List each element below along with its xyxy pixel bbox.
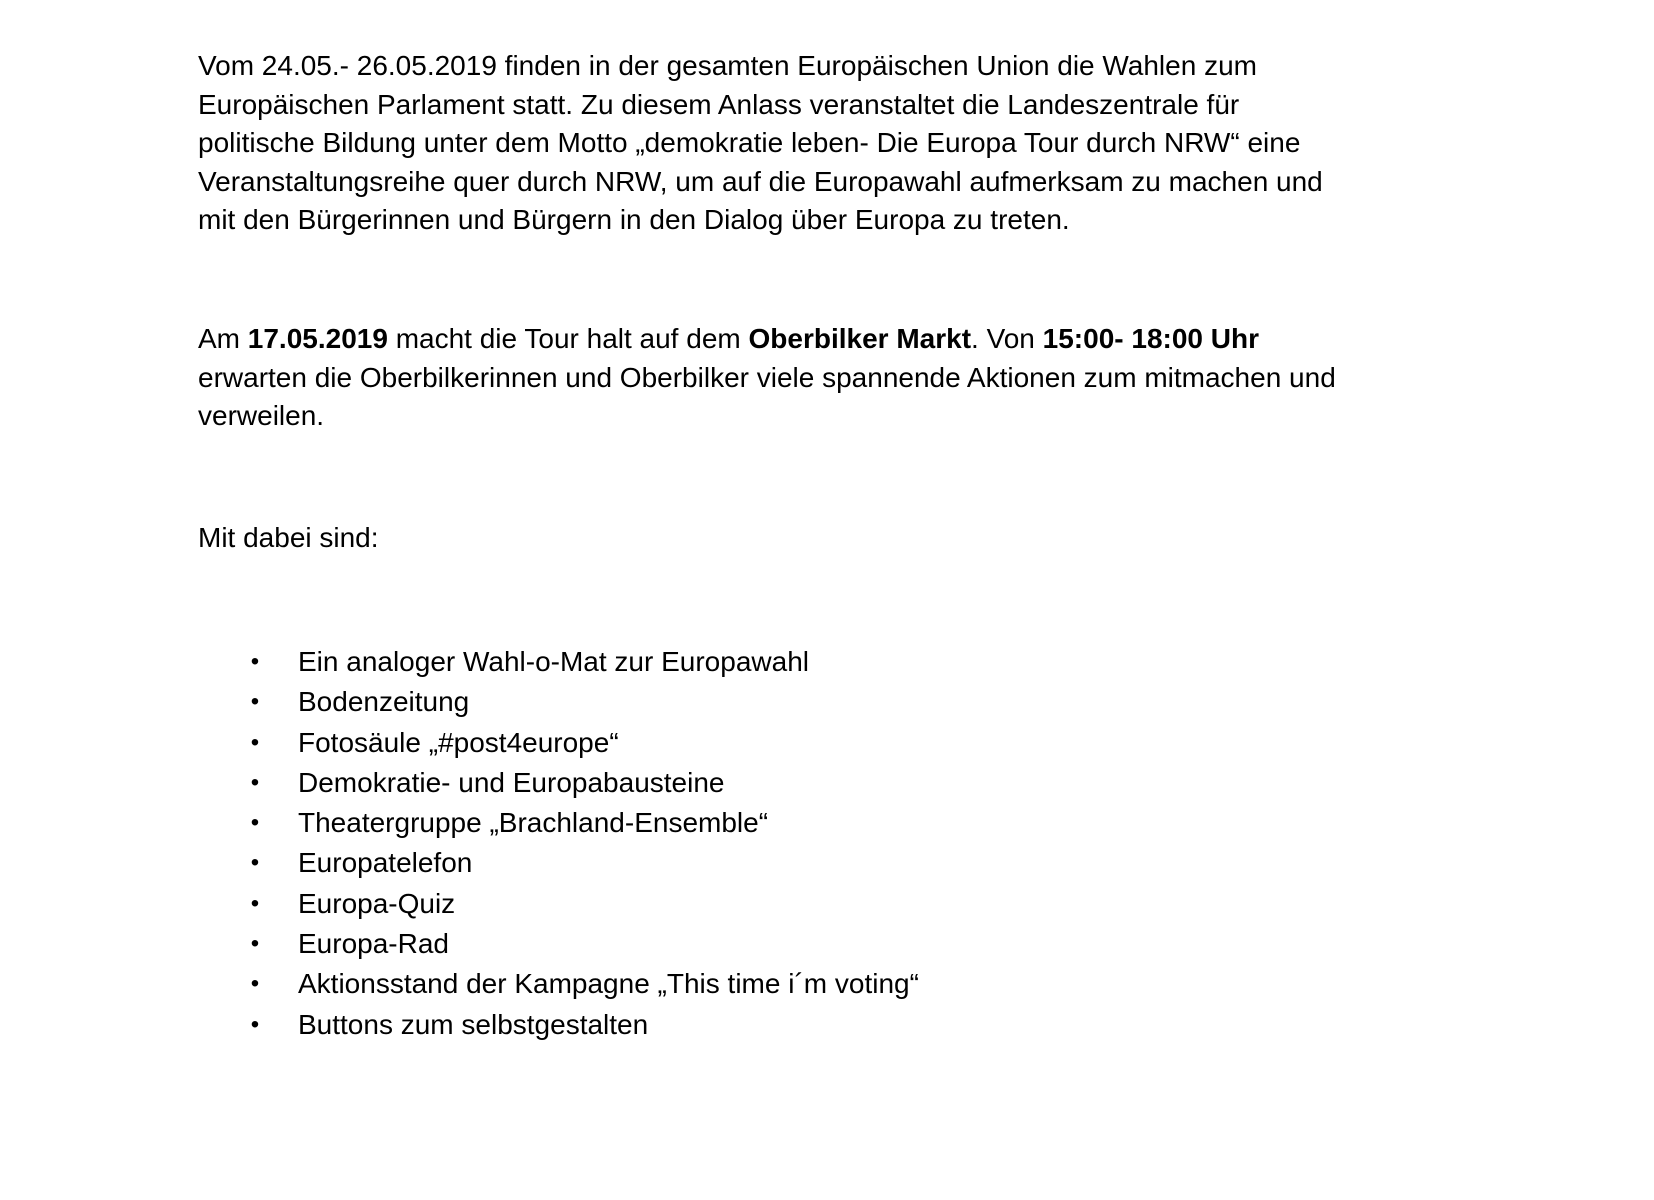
intro-paragraph: Vom 24.05.- 26.05.2019 finden in der gesamten Europäischen Union die Wahlen zum Europäischen Parlament statt. Zu diesem Anlass veranstaltet die Landeszentrale für politische Bildung unter dem Motto „demokratie leben- Die Europa Tour durch NRW“ eine Veranstaltungsreihe quer durch NRW, um auf die Europawahl aufmerksam zu machen und mit den Bürgerinnen und Bürgern in den Dialog über Europa zu treten.	[198, 50, 1323, 235]
bullet-icon: •	[250, 889, 260, 917]
list-item-text: Fotosäule „#post4europe“	[298, 726, 619, 758]
bullet-icon: •	[250, 849, 260, 877]
list-item-text: Europa-Quiz	[298, 887, 456, 919]
bullet-icon: •	[250, 1010, 260, 1038]
list-item-text: Europatelefon	[298, 847, 473, 879]
list-item-text: Ein analoger Wahl-o-Mat zur Europawahl	[298, 646, 809, 677]
event-place: Oberbilker Markt	[748, 323, 972, 354]
event-paragraph	[198, 320, 1498, 436]
list-item-text: Aktionsstand der Kampagne „This time i´m voting“	[298, 968, 919, 1000]
list-item-text: Bodenzeitung	[298, 686, 470, 718]
event-text-2: macht die Tour halt auf dem	[387, 323, 749, 354]
bullet-icon: •	[250, 648, 260, 675]
event-text-3: . Von	[971, 323, 1043, 354]
list-item-text: Demokratie- und Europabausteine	[298, 766, 725, 798]
bullet-icon: •	[250, 728, 260, 756]
list-item-text: Europa-Rad	[298, 928, 449, 960]
bullet-icon: •	[250, 688, 260, 716]
event-text-1: Am	[198, 323, 248, 354]
bullet-icon: •	[250, 970, 260, 998]
bullet-icon: •	[250, 809, 260, 837]
event-time: 15:00- 18:00 Uhr	[1042, 323, 1259, 354]
participants-heading: Mit dabei sind:	[198, 522, 379, 553]
bullet-icon: •	[250, 930, 260, 958]
event-date: 17.05.2019	[247, 323, 388, 354]
list-item-text: Buttons zum selbstgestalten	[298, 1008, 649, 1040]
bullet-icon: •	[250, 768, 260, 796]
list-item-text: Theatergruppe „Brachland-Ensemble“	[298, 807, 769, 839]
event-text-line-2: erwarten die Oberbilkerinnen und Oberbilker viele spannende Aktionen zum mitmachen und	[198, 361, 1336, 393]
event-text-line-3: verweilen.	[198, 400, 325, 431]
